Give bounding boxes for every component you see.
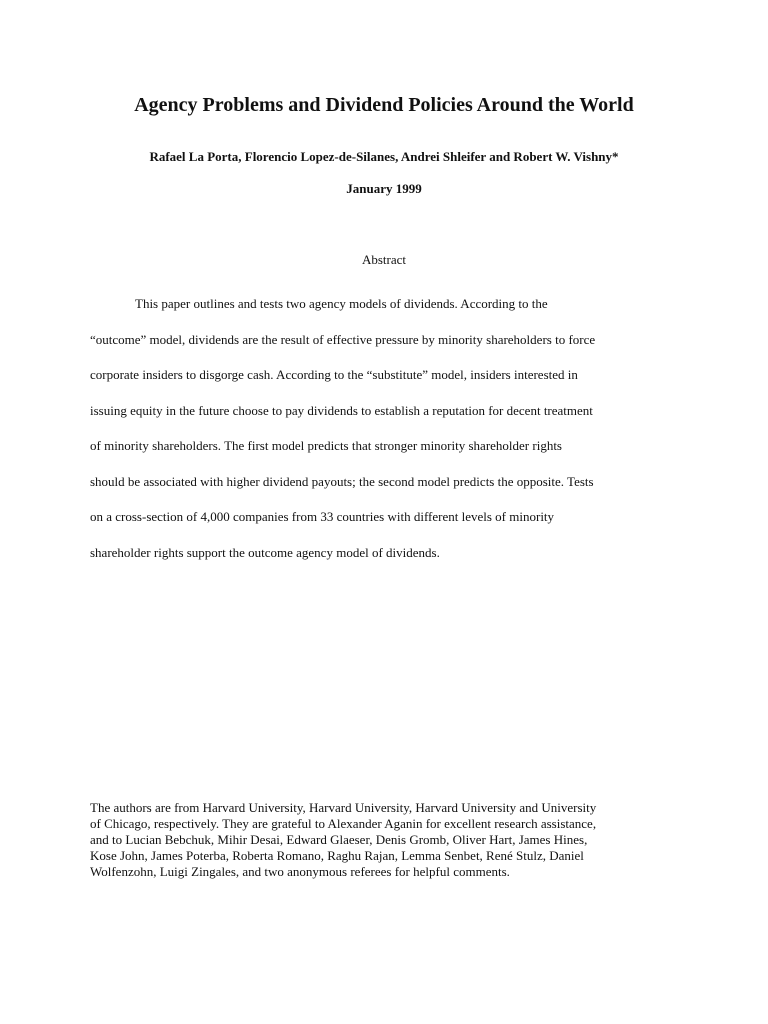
abstract-line: issuing equity in the future choose to pay dividends to establish a reputation for decent treatment — [90, 402, 593, 418]
footnote-line: Wolfenzohn, Luigi Zingales, and two anonymous referees for helpful comments. — [90, 864, 510, 879]
footnote-line: Kose John, James Poterba, Roberta Romano, Raghu Rajan, Lemma Senbet, René Stulz, Daniel — [90, 848, 584, 863]
author-footnote — [90, 800, 690, 880]
abstract-line: on a cross-section of 4,000 companies from 33 countries with different levels of minority — [90, 509, 555, 524]
paper-date: January 1999 — [346, 181, 422, 196]
footnote-line: and to Lucian Bebchuk, Mihir Desai, Edward Glaeser, Denis Gromb, Oliver Hart, James Hines, — [90, 832, 588, 847]
abstract-line: of minority shareholders. The first model predicts that stronger minority shareholder rights — [90, 438, 562, 453]
abstract-line: shareholder rights support the outcome agency model of dividends. — [90, 544, 440, 560]
footnote-line: The authors are from Harvard University, Harvard University, Harvard University and University — [90, 800, 597, 815]
abstract-body — [90, 286, 690, 570]
paper-authors: Rafael La Porta, Florencio Lopez-de-Silanes, Andrei Shleifer and Robert W. Vishny* — [149, 149, 619, 164]
abstract-line: “outcome” model, dividends are the result of effective pressure by minority shareholders to force — [90, 331, 596, 347]
abstract-line: should be associated with higher dividend payouts; the second model predicts the opposite. Tests — [90, 473, 594, 489]
abstract-heading: Abstract — [361, 252, 407, 267]
abstract-line: This paper outlines and tests two agency models of dividends. According to the — [135, 296, 548, 311]
footnote-line: of Chicago, respectively. They are grateful to Alexander Aganin for excellent research assistance, — [90, 816, 597, 831]
abstract-line: corporate insiders to disgorge cash. According to the “substitute” model, insiders interested in — [90, 367, 578, 382]
paper-title: Agency Problems and Dividend Policies Around the World — [134, 94, 634, 116]
